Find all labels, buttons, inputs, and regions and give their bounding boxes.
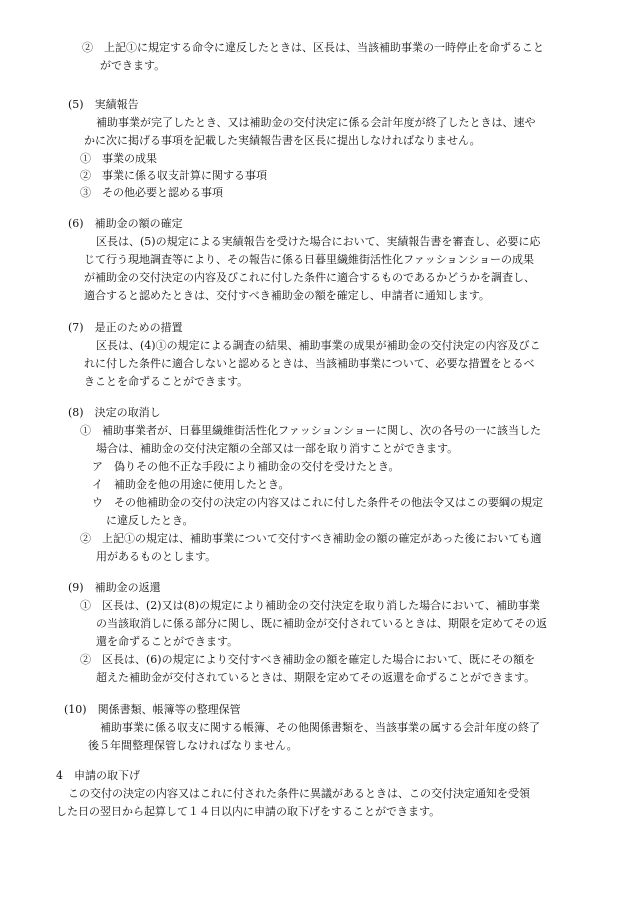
section-6-line-3: が補助金の交付決定の内容及びこれに付した条件に適合するものであるかどうかを調査し、	[84, 271, 535, 284]
section-9-item-2-line-2: 超えた補助金が交付されているときは、期限を定めてその返還を命ずることができます。	[96, 671, 536, 684]
section-8-item-1-line-1: ① 補助事業者が、日暮里繊維街活性化ファッションショーに関し、次の各号の一に該当した	[80, 424, 542, 437]
section-7-line-1: 区長は、(4)①の規定による調査の結果、補助事業の成果が補助金の交付決定の内容及びこ	[96, 339, 541, 352]
section-8-sub-i: イ 補助金を他の用途に使用したとき。	[92, 478, 290, 491]
section-9-item-2-line-1: ② 区長は、(6)の規定により交付すべき補助金の額を確定した場合において、既にその額を	[80, 653, 536, 666]
section-10-line-2: 後５年間整理保管しなければなりません。	[88, 739, 298, 752]
section-7-line-2: れに付した条件に適合しないと認めるときは、当該補助事業について、必要な措置をとるべ	[84, 357, 535, 370]
section-4-heading: 4 申請の取下げ	[56, 769, 140, 782]
item-2-line-2: ができます。	[100, 59, 166, 72]
item-2-line-1: ② 上記①に規定する命令に違反したときは、区長は、当該補助事業の一時停止を命ずること	[82, 41, 544, 54]
section-9-heading: (9) 補助金の返還	[68, 581, 161, 594]
section-5-item-3: ③ その他必要と認める事項	[80, 186, 223, 199]
section-8-sub-u-line-1: ウ その他補助金の交付の決定の内容又はこれに付した条件その他法令又はこの要綱の規定	[92, 496, 543, 509]
section-6-line-2: じて行う現地調査等により、その報告に係る日暮里繊維街活性化ファッションショーの成果	[84, 253, 535, 266]
section-4-line-1: この交付の決定の内容又はこれに付された条件に異議があるときは、この交付決定通知を受領	[68, 787, 530, 800]
section-8-sub-u-line-2: に違反したとき。	[106, 514, 194, 527]
section-5-line-1: 補助事業が完了したとき、又は補助金の交付決定に係る会計年度が終了したときは、速や	[96, 116, 536, 129]
section-8-heading: (8) 決定の取消し	[68, 406, 161, 419]
section-5-line-2: かに次に掲げる事項を記載した実績報告書を区長に提出しなければなりません。	[84, 134, 481, 147]
section-4-line-2: した日の翌日から起算して１４日以内に申請の取下げをすることができます。	[56, 805, 441, 818]
section-8-item-1-line-2: 場合は、補助金の交付決定額の全部又は一部を取り消すことができます。	[96, 442, 459, 455]
section-8-item-2-line-2: 用があるものとします。	[96, 550, 217, 563]
section-9-item-1-line-2: の当該取消しに係る部分に関し、既に補助金が交付されているときは、期限を定めてその返	[96, 617, 547, 630]
section-6-line-4: 適合すると認めたときは、交付すべき補助金の額を確定し、申請者に通知します。	[84, 289, 490, 302]
section-6-heading: (6) 補助金の額の確定	[68, 217, 183, 230]
section-7-line-3: きことを命ずることができます。	[84, 375, 249, 388]
section-6-line-1: 区長は、(5)の規定による実績報告を受けた場合において、実績報告書を審査し、必要に応	[96, 235, 541, 248]
section-7-heading: (7) 是正のための措置	[68, 321, 183, 334]
section-10-line-1: 補助事業に係る収支に関する帳簿、その他関係書類を、当該事業の属する会計年度の終了	[100, 721, 540, 734]
section-5-item-2: ② 事業に係る収支計算に関する事項	[80, 169, 267, 182]
section-8-item-2-line-1: ② 上記①の規定は、補助事業について交付すべき補助金の額の確定があった後においても適	[80, 532, 542, 545]
section-5-item-1: ① 事業の成果	[80, 152, 157, 165]
section-8-sub-a: ア 偽りその他不正な手段により補助金の交付を受けたとき。	[92, 460, 400, 473]
section-10-heading: (10) 関係書類、帳簿等の整理保管	[64, 703, 241, 716]
section-9-item-1-line-1: ① 区長は、(2)又は(8)の規定により補助金の交付決定を取り消した場合において、補助事業	[80, 599, 540, 612]
section-5-heading: (5) 実績報告	[68, 98, 139, 111]
section-9-item-1-line-3: 還を命ずることができます。	[96, 635, 239, 648]
